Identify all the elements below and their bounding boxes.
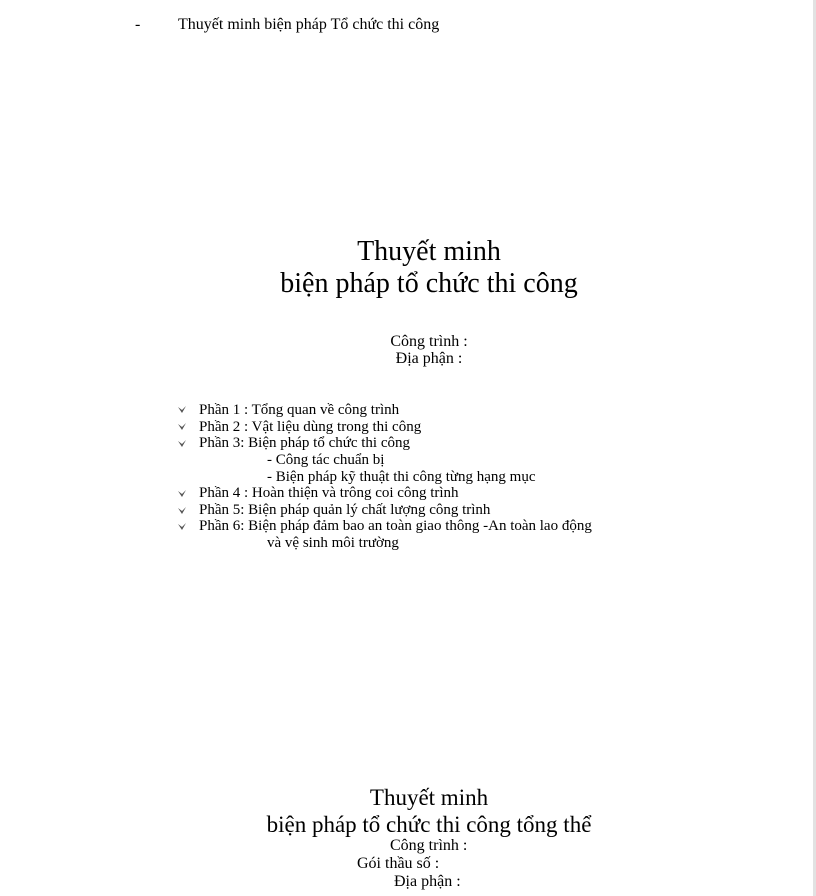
list-dash-marker: - (135, 16, 141, 33)
toc-subitem: - Biện pháp kỹ thuật thi công từng hạng mục (267, 469, 536, 485)
cover-title-line1: Thuyết minh (357, 236, 501, 267)
cover2-location-label: Địa phận : (394, 873, 461, 890)
cover-title-line2: biện pháp tổ chức thi công (280, 268, 578, 299)
toc-item: Phần 3: Biện pháp tổ chức thi công (199, 435, 411, 451)
toc-item: Phần 6: Biện pháp đảm bao an toàn giao thông -An toàn lao động (199, 518, 592, 534)
checkmark-bullet-icon (178, 490, 186, 498)
cover2-title-line2: biện pháp tổ chức thi công tổng thể (266, 812, 592, 837)
toc-item: Phần 4 : Hoàn thiện và trông coi công trình (199, 485, 459, 501)
toc-item: Phần 5: Biện pháp quản lý chất lượng công trình (199, 502, 491, 518)
toc-continuation: và vệ sinh môi trường (267, 535, 399, 551)
cover-project-label: Công trình : (390, 333, 468, 350)
header-list-item: Thuyết minh biện pháp Tổ chức thi công (178, 16, 440, 33)
checkmark-bullet-icon (178, 507, 186, 515)
toc-subitem: - Công tác chuẩn bị (267, 452, 385, 468)
cover2-package-label: Gói thầu số : (357, 855, 440, 872)
checkmark-bullet-icon (178, 523, 186, 531)
cover2-project-label: Công trình : (390, 837, 468, 854)
checkmark-bullet-icon (178, 406, 186, 414)
toc-item: Phần 2 : Vật liệu dùng trong thi công (199, 419, 422, 435)
toc-item: Phần 1 : Tổng quan về công trình (199, 402, 400, 418)
checkmark-bullet-icon (178, 423, 186, 431)
cover2-title-line1: Thuyết minh (369, 785, 489, 810)
checkmark-bullet-icon (178, 440, 186, 448)
cover-location-label: Địa phận : (395, 350, 463, 367)
